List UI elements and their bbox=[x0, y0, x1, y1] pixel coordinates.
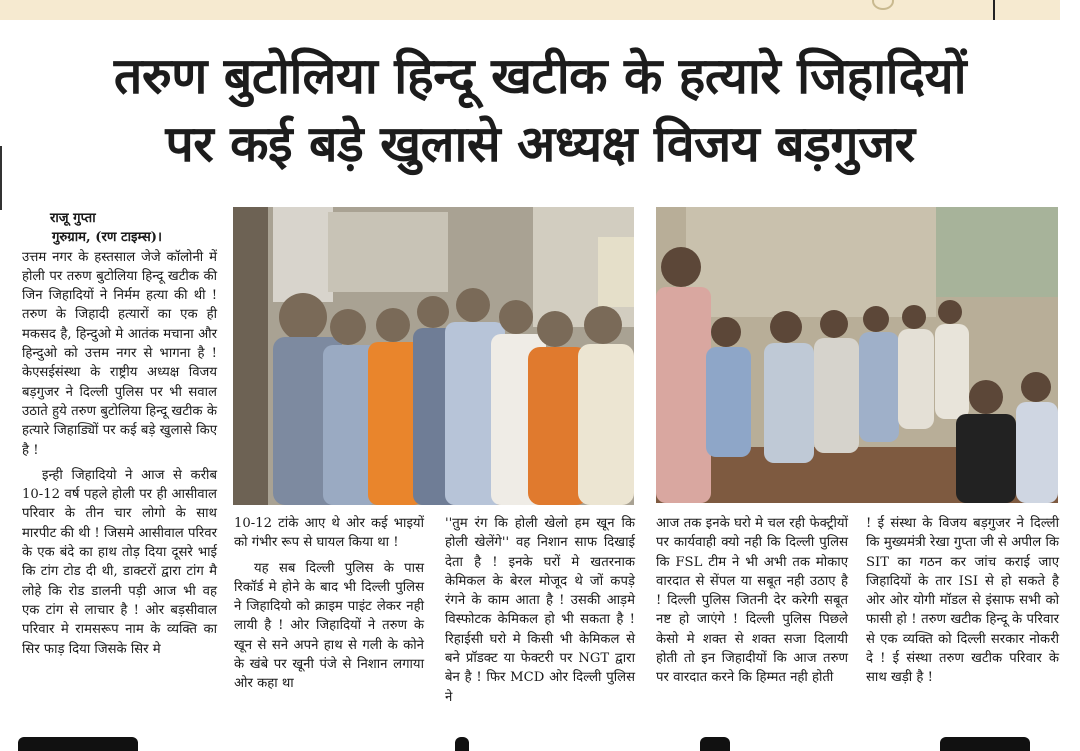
photo-group-with-woman bbox=[233, 207, 634, 505]
margin-rule bbox=[0, 146, 2, 210]
paragraph-5: ''तुम रंग कि होली खेलो हम खून कि होली खेलेंगे'' वह निशान साफ दिखाई देता है ! इनके घरों मे खतरनाक केमिकल के बेरल मोजूद थे जों कपड़े रंगने के काम आता है ! उसकी आड़मे विस्फोटक केमिकल हो भी सकता है ! रिहाईसी घरो मे किसी भी केमिकल से बने प्रॉडक्ट या फेक्टरी पर NGT द्वारा बेन है ! फिर MCD ओर दिल्ली पुलिस ने bbox=[445, 516, 635, 705]
article-column-3 bbox=[445, 514, 635, 707]
headline bbox=[0, 42, 1080, 178]
paragraph-3: 10-12 टांके आए थे ओर कई भाइयों को गंभीर रूप से घायल किया था ! bbox=[234, 516, 424, 551]
column-divider bbox=[993, 0, 995, 20]
byline-dateline: गुरुग्राम, (रण टाइम्स)। bbox=[52, 230, 162, 246]
next-headline-fragment bbox=[0, 733, 1080, 751]
article-column-4 bbox=[656, 514, 848, 688]
article-column-5 bbox=[866, 514, 1059, 688]
article-column-1 bbox=[22, 209, 217, 659]
paragraph-1: उत्तम नगर के हस्तसाल जेजे कॉलोनी में होली पर तरुण बुटोलिया हिन्दू खटीक की जिन जिहादियों ने निर्मम हत्या की थी ! तरुण के जिहादी हत्यारों का एक ही मकसद है, हिन्दुओ मे आतंक मचाना और हिन्दुओ को उत्तम नगर से भागना है ! केएसईसंस्था के राष्ट्रीय अध्यक्ष विजय बड़गुजर ने दिल्ली पुलिस पर भी सवाल उठाते हुये तरुण बुटोलिया हिन्दू खटीक के हत्यारे जिहाड्यिों पर कई बड़े खुलासे किए है ! bbox=[22, 249, 217, 458]
headline-line-1: तरुण बुटोलिया हिन्दू खटीक के हत्यारे जिहादियों bbox=[113, 47, 967, 105]
paragraph-7: ! ई संस्था के विजय बड़गुजर ने दिल्ली कि मुख्यमंत्री रेखा गुप्ता जी से अपील कि SIT का गठन कर जांच कराई जाए जिहादियों के तार ISI से हो सकते है ओर ओर योगी मॉडल से इंसाफ सभी को फासी हो ! तरुण खटीक हिन्दू के परिवार से एक व्यक्ति को दिल्ली सरकार नोकरी दे ! ई संस्था तरुण खटीक परिवार के साथ खड़ी है ! bbox=[866, 516, 1059, 686]
paragraph-6: आज तक इनके घरो मे चल रही फेक्ट्रीयों पर कार्यवाही क्यो नही कि दिल्ली पुलिस कि FSL टीम ने भी अभी तक मोकाए वारदात से सेंपल या सबूत नही उठाए है ! दिल्ली पुलिस जितनी देर करेगी सबूत नष्ट हो जाएंगे ! दिल्ली पुलिस पिछले केसो मे शक्त से शक्त सजा दिलायी होती तो इन जिहादीयों कि आज तरुण पर वारदात करने कि हिम्मत नही होती bbox=[656, 516, 848, 686]
photo-2-illustration bbox=[656, 207, 1058, 503]
paragraph-2: इन्ही जिहादियो ने आज से करीब 10-12 वर्ष पहले होली पर ही आसीवाल परिवार के तीन चार लोगो के साथ मारपीट की थी ! जिसमे आसीवाल परिवर के एक बंदे का हाथ तोड़ दिया दूसरे भाई कि टांग टोड दी थी, डाक्टरों द्वारा टांग मै लोहे कि रोड डालनी पड़ी आज भी वह एक टांग से लाचार है ! ओर बड़सीवाल परिवार मे रामसरूप नाम के व्यक्ति का सिर फाड़ दिया जिसके सिर मे bbox=[22, 467, 217, 657]
photo-1-illustration bbox=[233, 207, 634, 505]
byline-author: राजू गुप्ता bbox=[50, 211, 96, 226]
page-ornament-icon bbox=[872, 0, 894, 10]
headline-line-2: पर कई बड़े खुलासे अध्यक्ष विजय बड़गुजर bbox=[165, 115, 915, 173]
photo-men-seated bbox=[656, 207, 1058, 503]
paragraph-4: यह सब दिल्ली पुलिस के पास रिकॉर्ड मे होने के बाद भी दिल्ली पुलिस ने जिहादियो को क्राइम पाइंट लेकर नही लायी है ! ओर जिहादियों ने तरुण के खून से सने अपने हाथ से गली के कोने के खंबे पर खूनी पंजे से निशान लगाया ओर कहा था bbox=[234, 560, 424, 692]
top-strip bbox=[0, 0, 1060, 20]
article-column-2 bbox=[234, 514, 424, 694]
